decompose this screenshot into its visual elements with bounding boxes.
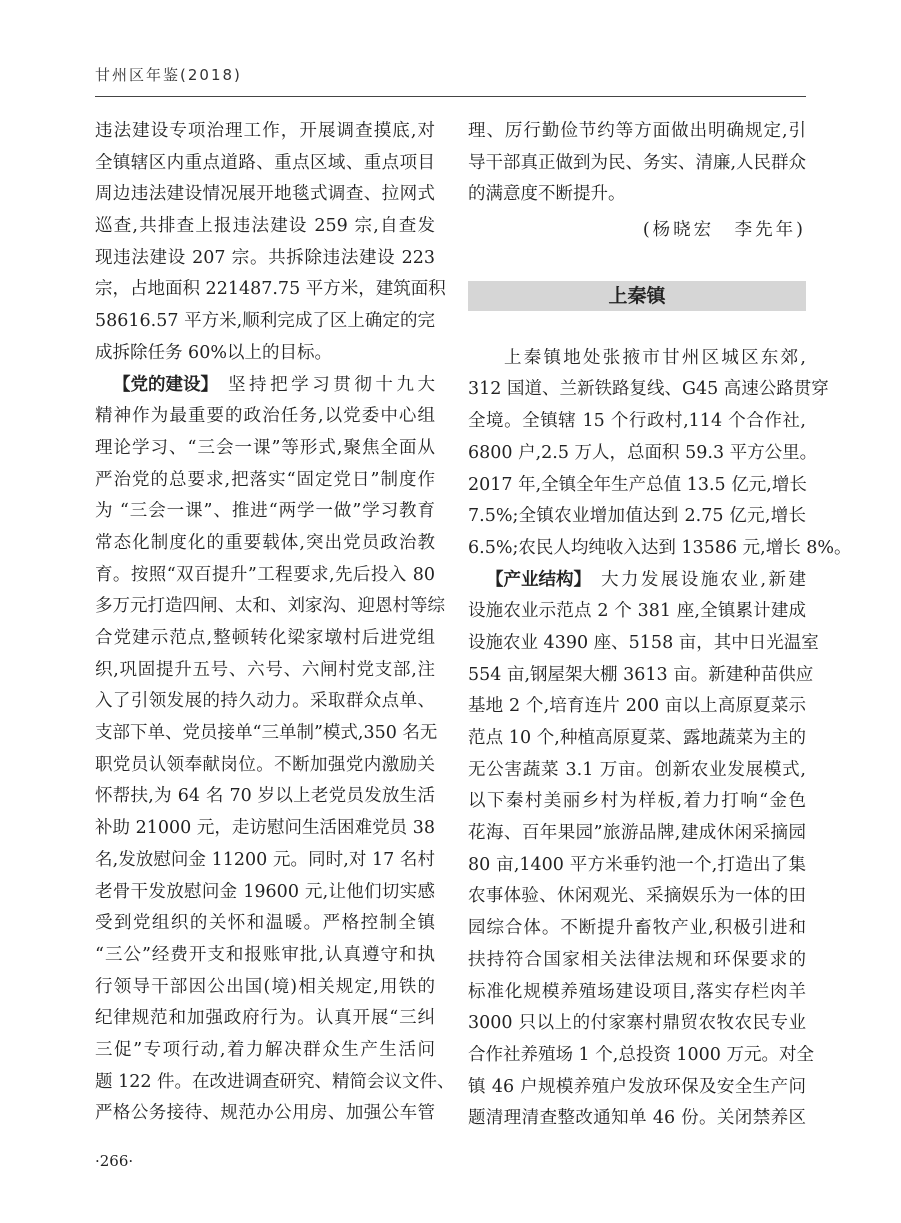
text-line: “三公”经费开支和报账审批,认真遵守和执: [95, 944, 435, 965]
text-line: 育。按照“双百提升”工程要求,先后投入 80: [95, 564, 435, 585]
text-line: 理、厉行勤俭节约等方面做出明确规定,引: [468, 121, 806, 141]
text-line: 怀帮扶,为 64 名 70 岁以上老党员发放生活: [95, 786, 435, 807]
text-line: 设施农业 4390 座、5158 亩，其中日光温室: [468, 632, 819, 653]
paragraph: [468, 343, 852, 565]
text-line: 严治党的总要求,把落实“固定党日”制度作: [95, 469, 435, 490]
text-line: 扶持符合国家相关法律法规和环保要求的: [468, 949, 806, 970]
text-line: 基地 2 个,培育连片 200 亩以上高原夏菜示: [468, 696, 806, 717]
text-line: 上秦镇地处张掖市甘州区城区东郊,: [504, 347, 806, 368]
text-line: 违法建设专项治理工作，开展调查摸底,对: [95, 121, 435, 141]
text-line: 理论学习、“三会一课”等形式,聚焦全面从: [95, 437, 435, 458]
text-line: 成拆除任务 60%以上的目标。: [95, 342, 332, 363]
text-line: 标准化规模养殖场建设项目,落实存栏肉羊: [468, 981, 806, 1002]
text-line: 58616.57 平方米,顺利完成了区上确定的完: [95, 311, 435, 332]
text-line: 6.5%;农民人均纯收入达到 13586 元,增长 8%。: [468, 537, 852, 558]
paragraph: [468, 565, 819, 1135]
text-line: 纪律规范和加强政府行为。认真开展“三纠: [95, 1008, 435, 1029]
text-line: 以下秦村美丽乡村为样板,着力打响“金色: [468, 791, 806, 812]
text-line: 农事体验、休闲观光、采摘娱乐为一体的田: [468, 886, 806, 907]
text-line: 3000 只以上的付家寨村鼎贸农牧农民专业: [468, 1013, 806, 1034]
text-line: 园综合体。不断提升畜牧产业,积极引进和: [468, 918, 806, 939]
text-line: 行领导干部因公出国(境)相关规定,用铁的: [95, 976, 435, 997]
running-title: 甘州区年鉴(2018): [95, 66, 242, 84]
section-heading: 上秦镇: [468, 281, 806, 311]
left-column: [95, 116, 455, 1130]
text-line: 范点 10 个,种植高原夏菜、露地蔬菜为主的: [468, 728, 806, 748]
paragraph-label: 【党的建设】: [113, 374, 218, 395]
paragraph: [95, 116, 446, 370]
text-line: 6800 户,2.5 万人，总面积 59.3 平方公里。: [468, 442, 818, 463]
text-line: 设施农业示范点 2 个 381 座,全镇累计建成: [468, 601, 806, 622]
text-line: 常态化制度化的重要载体,突出党员政治教: [95, 532, 435, 553]
text-line-content: 坚持把学习贯彻十九大: [228, 374, 435, 395]
text-line: 巡查,共排查上报违法建设 259 宗,自查发: [95, 216, 435, 237]
text-line: 为 “三会一课”、推进“两学一做”学习教育: [95, 501, 435, 522]
text-line: 合作社养殖场 1 个,总投资 1000 万元。对全: [468, 1044, 814, 1065]
text-line: 无公害蔬菜 3.1 万亩。创新农业发展模式,: [468, 759, 806, 780]
text-line: 镇 46 户规模养殖户发放环保及安全生产问: [468, 1076, 806, 1097]
paragraph: [95, 370, 455, 1131]
text-line: 受到党组织的关怀和温暖。严格控制全镇: [95, 913, 435, 934]
header-rule: [95, 96, 806, 97]
text-line: [468, 565, 806, 597]
text-line: 入了引领发展的持久动力。采取群众点单、: [95, 691, 435, 712]
page-number: ·266·: [95, 1152, 134, 1170]
text-line: 补助 21000 元，走访慰问生活困难党员 38: [95, 818, 435, 839]
section-body: [468, 343, 852, 1135]
text-line: 题 122 件。在改进调查研究、精简会议文件、: [95, 1071, 455, 1092]
text-line: 312 国道、兰新铁路复线、G45 高速公路贯穿: [468, 379, 829, 400]
text-line: 老骨干发放慰问金 19600 元,让他们切实感: [95, 881, 435, 902]
text-line: 周边违法建设情况展开地毯式调查、拉网式: [95, 184, 435, 205]
text-line: 题清理清查整改通知单 46 份。关闭禁养区: [468, 1108, 806, 1129]
text-line: 名,发放慰问金 11200 元。同时,对 17 名村: [95, 849, 435, 870]
text-line: 职党员认领奉献岗位。不断加强党内激励关: [95, 754, 435, 775]
text-line: 导干部真正做到为民、务实、清廉,人民群众: [468, 152, 807, 173]
text-line: 合党建示范点,整顿转化梁家墩村后进党组: [95, 628, 435, 648]
text-line: 花海、百年果园”旅游品牌,建成休闲采摘园: [468, 823, 806, 844]
text-line: [95, 370, 435, 402]
text-line: 多万元打造四闸、太和、刘家沟、迎恩村等综: [95, 596, 445, 617]
text-line: 精神作为最重要的政治任务,以党委中心组: [95, 406, 435, 427]
text-line: 织,巩固提升五号、六号、六闸村党支部,注: [95, 659, 435, 680]
text-line: 80 亩,1400 平方米垂钓池一个,打造出了集: [468, 854, 806, 875]
text-line: 全境。全镇辖 15 个行政村,114 个合作社,: [468, 411, 806, 432]
text-line: 严格公务接待、规范办公用房、加强公车管: [95, 1103, 435, 1124]
text-line: 7.5%;全镇农业增加值达到 2.75 亿元,增长: [468, 506, 806, 527]
text-line: 三促”专项行动,着力解决群众生产生活问: [95, 1039, 435, 1060]
right-column: [468, 116, 852, 1135]
continued-paragraph: [468, 116, 806, 211]
text-line: 宗，占地面积 221487.75 平方米，建筑面积: [95, 279, 446, 300]
text-line: 的满意度不断提升。: [468, 184, 626, 205]
text-line: 现违法建设 207 宗。共拆除违法建设 223: [95, 247, 435, 268]
paragraph-label: 【产业结构】: [486, 569, 591, 590]
text-line: 支部下单、党员接单“三单制”模式,350 名无: [95, 723, 438, 744]
author-credit: (杨晓宏 李先年): [642, 220, 806, 241]
text-line: 全镇辖区内重点道路、重点区域、重点项目: [95, 152, 435, 173]
text-line-content: 大力发展设施农业,新建: [601, 569, 806, 590]
text-line: 2017 年,全镇全年生产总值 13.5 亿元,增长: [468, 474, 807, 495]
text-line: 554 亩,钢屋架大棚 3613 亩。新建种苗供应: [468, 664, 814, 685]
